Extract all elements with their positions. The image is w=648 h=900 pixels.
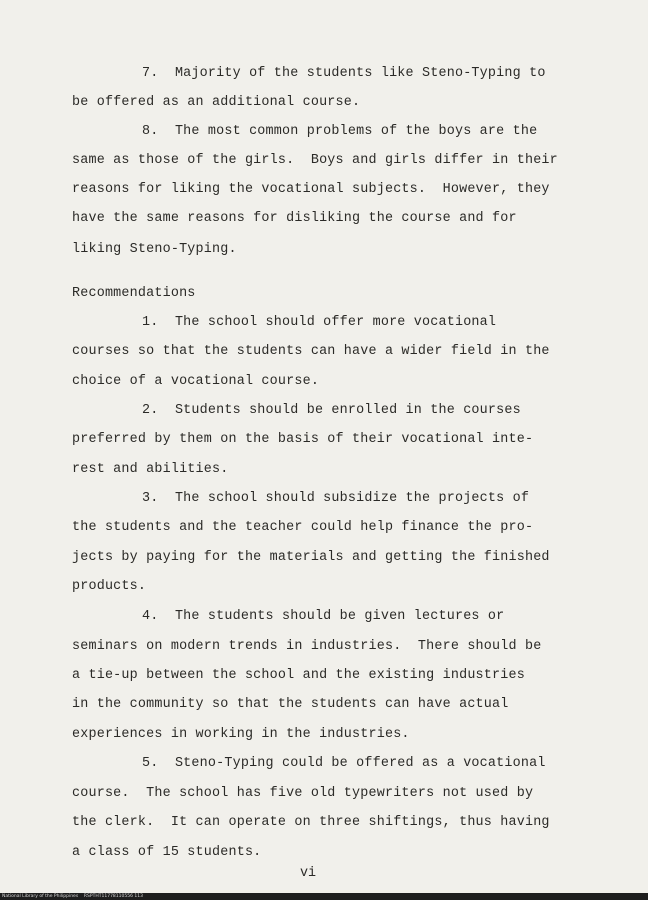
scan-footer-text: National Library of the Philippines RSPTHT11778110556 113 bbox=[2, 894, 143, 899]
rec-1-line-2: courses so that the students can have a wider field in the bbox=[72, 344, 550, 359]
rec-1-line-1: 1. The school should offer more vocational bbox=[142, 315, 497, 330]
finding-8-line-5: liking Steno-Typing. bbox=[72, 242, 237, 257]
finding-8-line-4: have the same reasons for disliking the course and for bbox=[72, 211, 517, 226]
rec-5-line-1: 5. Steno-Typing could be offered as a vocational bbox=[142, 756, 546, 771]
rec-2-line-3: rest and abilities. bbox=[72, 462, 229, 477]
rec-2-line-2: preferred by them on the basis of their vocational inte- bbox=[72, 432, 534, 447]
finding-8-line-1: 8. The most common problems of the boys are the bbox=[142, 124, 538, 139]
rec-1-line-3: choice of a vocational course. bbox=[72, 374, 320, 389]
rec-3-line-4: products. bbox=[72, 579, 147, 594]
page-number: vi bbox=[300, 866, 317, 881]
rec-4-line-5: experiences in working in the industries. bbox=[72, 727, 410, 742]
rec-3-line-2: the students and the teacher could help finance the pro- bbox=[72, 520, 534, 535]
rec-4-line-4: in the community so that the students can have actual bbox=[72, 697, 509, 712]
rec-3-line-1: 3. The school should subsidize the projects of bbox=[142, 491, 530, 506]
rec-3-line-3: jects by paying for the materials and getting the finished bbox=[72, 550, 550, 565]
rec-4-line-2: seminars on modern trends in industries. There should be bbox=[72, 639, 542, 654]
finding-8-line-2: same as those of the girls. Boys and girls differ in their bbox=[72, 153, 558, 168]
rec-5-line-4: a class of 15 students. bbox=[72, 845, 262, 860]
rec-5-line-3: the clerk. It can operate on three shiftings, thus having bbox=[72, 815, 550, 830]
section-heading-recommendations: Recommendations bbox=[72, 286, 196, 301]
finding-7-line-2: be offered as an additional course. bbox=[72, 95, 361, 110]
finding-7-line-1: 7. Majority of the students like Steno-Typing to bbox=[142, 66, 546, 81]
finding-8-line-3: reasons for liking the vocational subjects. However, they bbox=[72, 182, 550, 197]
rec-4-line-3: a tie-up between the school and the existing industries bbox=[72, 668, 525, 683]
rec-4-line-1: 4. The students should be given lectures or bbox=[142, 609, 505, 624]
rec-5-line-2: course. The school has five old typewriters not used by bbox=[72, 786, 534, 801]
rec-2-line-1: 2. Students should be enrolled in the courses bbox=[142, 403, 521, 418]
